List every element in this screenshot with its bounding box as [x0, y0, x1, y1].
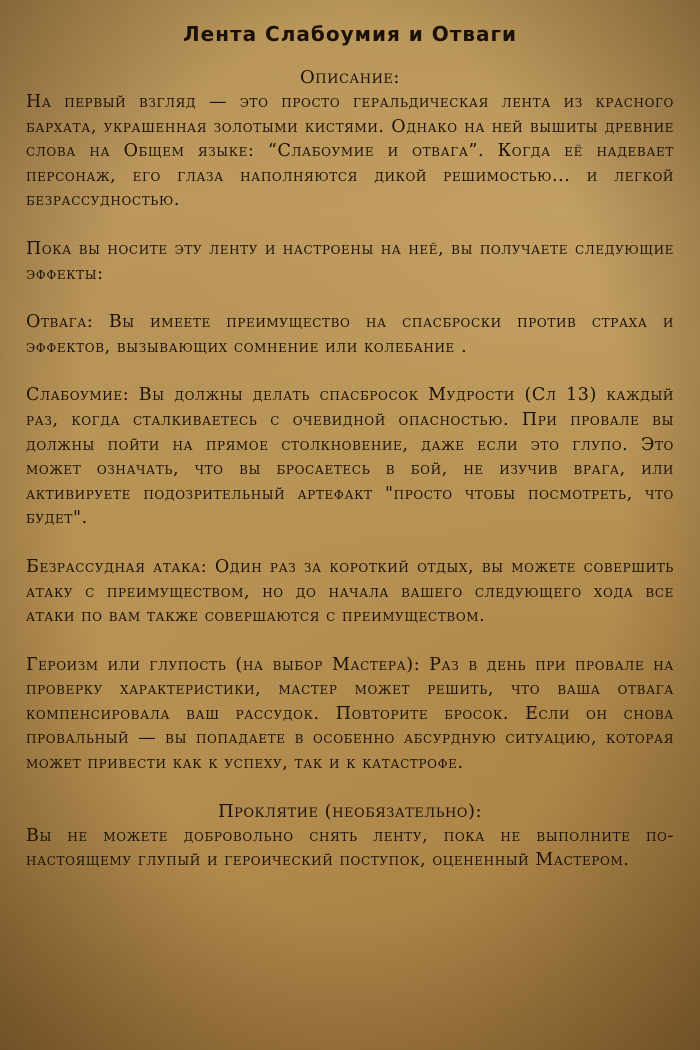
intro-text: Пока вы носите эту ленту и настроены на неё, вы получаете следующие эффекты:	[26, 238, 674, 284]
effect-folly: Слабоумие: Вы должны делать спасбросок Мудрости (Сл 13) каждый раз, когда сталкиваетесь с очевидной опасностью. При провале вы должны пойти на прямое столкновение, даже если это глупо. Это может означать, что вы бросаетесь в бой, не изучив врага, или активируете подозрительный артефакт "просто чтобы посмотреть, что будет".	[26, 385, 674, 529]
description-text: На первый взгляд — это просто геральдическая лента из красного бархата, украшенная золотыми кистями. Однако на ней вышиты древние слова на Общем языке: “Слабоумие и отвага”. Когда её надевает персонаж, его глаза наполняются дикой решимостью... и легкой безрассудностью.	[26, 92, 674, 211]
curse-text: Вы не можете добровольно снять ленту, пока не выполните по-настоящему глупый и героический поступок, оцененный Мастером.	[26, 825, 674, 871]
item-title: Лента Слабоумия и Отваги	[183, 22, 517, 46]
effect-heroism-or-folly: Героизм или глупость (на выбор Мастера): Раз в день при провале на проверку характеристики, мастер может решить, что ваша отвага компенсировала ваш рассудок. Повторите бросок. Если он снова провальный — вы попадаете в особенно абсурдную ситуацию, которая может привести как к успеху, так и к катастрофе.	[26, 654, 674, 774]
effect-reckless-attack: Безрассудная атака: Один раз за короткий отдых, вы можете совершить атаку с преимуществом, но до начала вашего следующего хода все атаки по вам также совершаются с преимуществом.	[26, 556, 674, 627]
description-heading: Описание:	[300, 67, 400, 88]
curse-heading: Проклятие (необязательно):	[217, 800, 483, 822]
effect-courage: Отвага: Вы имеете преимущество на спасброски против страха и эффектов, вызывающих сомнение или колебание .	[26, 312, 674, 357]
